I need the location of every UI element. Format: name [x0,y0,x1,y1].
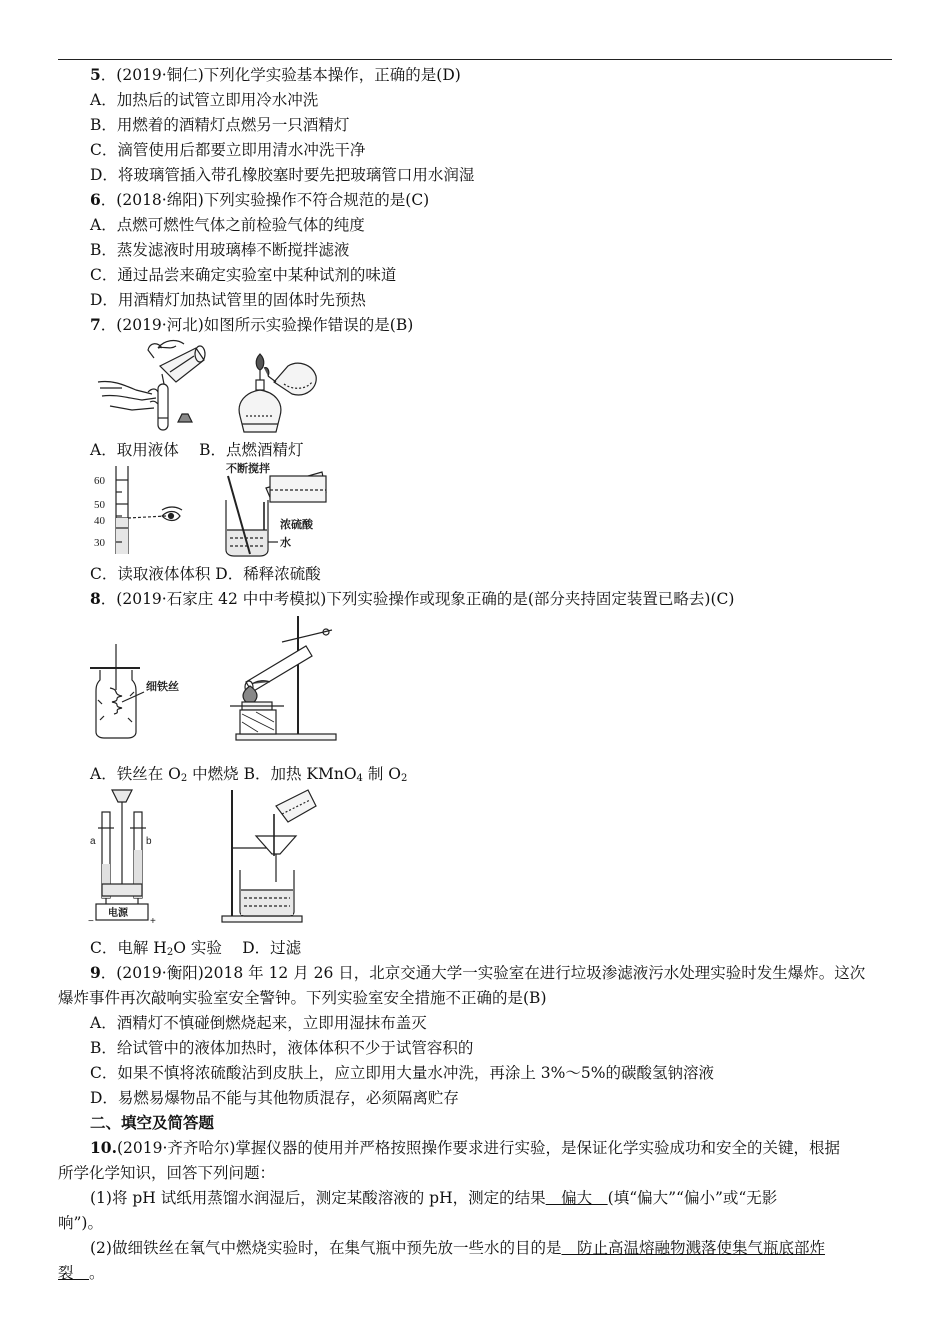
q9-stem-line1: 9．(2019·衡阳)2018 年 12 月 26 日，北京交通大学一实验室在进行垃圾渗滤液污水处理实验时发生爆炸。这次 [90,963,866,982]
q5-option-a: A．加热后的试管立即用冷水冲洗 [90,91,319,109]
tick-50: 50 [94,499,105,511]
q9-option-c: C．如果不慎将浓硫酸沾到皮肤上，应立即用大量水冲洗，再涂上 3%～5%的碳酸氢钠溶液 [90,1064,714,1082]
q10-stem-line1: 10.(2019·齐齐哈尔)掌握仪器的使用并严格按照操作要求进行实验，是保证化学实验成功和安全的关键，根据 [90,1138,840,1157]
q10-part2: (2)做细铁丝在氧气中燃烧实验时，在集气瓶中预先放一些水的目的是 防止高温熔融物溅落使集气瓶底部炸 [90,1239,825,1257]
fig-7d-dilute-acid [210,458,335,560]
q10-answer-2a: 防止高温熔融物溅落使集气瓶底部炸 [561,1239,825,1257]
q6-option-d: D．用酒精灯加热试管里的固体时先预热 [90,291,366,309]
q6-option-c: C．通过品尝来确定实验室中某种试剂的味道 [90,266,397,284]
q8-caption-ab: A．铁丝在 $O_2$ 中燃烧 B．加热 KMnO$_4$ 制 $O_2$ [90,765,408,784]
fig-8d-filtration [214,786,324,926]
q10-part1-line2: 响”)。 [58,1214,103,1232]
q10-part1: (1)将 pH 试纸用蒸馏水润湿后，测定某酸溶液的 pH，测定的结果 偏大 (填“偏大”“偏小”或“无影 [90,1189,778,1207]
q7-caption-cd: C．读取液体体积 D．稀释浓硫酸 [90,565,321,583]
q6-option-b: B．蒸发滤液时用玻璃棒不断搅拌滤液 [90,241,350,259]
label-b: b [146,836,152,847]
q6-stem: 6．(2018·绵阳)下列实验操作不符合规范的是(C) [90,190,430,209]
section-title: 二、填空及简答题 [90,1113,215,1132]
tick-60: 60 [94,475,105,487]
label-water: 水 [280,537,291,549]
q7-stem: 7．(2019·河北)如图所示实验操作错误的是(B) [90,315,414,334]
tick-30: 30 [94,537,105,549]
q5-option-b: B．用燃着的酒精灯点燃另一只酒精灯 [90,116,350,134]
q9-option-a: A．酒精灯不慎碰倒燃烧起来，立即用湿抹布盖灭 [90,1014,427,1032]
label-stir: 不断搅拌 [226,463,270,475]
label-wire: 细铁丝 [146,681,179,693]
q5-stem: 5．(2019·铜仁)下列化学实验基本操作，正确的是(D) [90,65,461,84]
q5-option-d: D．将玻璃管插入带孔橡胶塞时要先把玻璃管口用水润湿 [90,166,475,184]
fig-8b-heat-kmno4 [222,610,342,744]
label-minus: − [88,916,94,926]
q10-answer-2b: 裂 [58,1264,90,1282]
header-rule [58,59,892,60]
q5-option-c: C．滴管使用后都要立即用清水冲洗干净 [90,141,366,159]
fig-7b-light-lamp [228,346,328,436]
q10-answer-1: 偏大 [545,1189,608,1207]
q9-option-d: D．易燃易爆物品不能与其他物质混存，必须隔离贮存 [90,1089,459,1107]
fig-7a-pour-liquid [92,336,207,436]
tick-40: 40 [94,515,105,527]
q7-caption-ab: A．取用液体 B．点燃酒精灯 [90,441,304,459]
label-a: a [90,836,96,847]
label-acid: 浓硫酸 [280,519,313,531]
q8-caption-cd: C．电解 $H_2O$ 实验 D．过滤 [90,939,302,958]
q10-part2-line2: 裂 。 [58,1264,105,1282]
fig-8c-electrolysis [88,784,158,926]
q9-option-b: B．给试管中的液体加热时，液体体积不少于试管容积的 [90,1039,474,1057]
q10-stem-line2: 所学化学知识，回答下列问题： [58,1164,276,1182]
fig-8a-iron-combustion [88,640,198,740]
q6-option-a: A．点燃可燃性气体之前检验气体的纯度 [90,216,365,234]
label-plus: + [150,916,156,926]
q8-stem: 8．(2019·石家庄 42 中中考模拟)下列实验操作或现象正确的是(部分夹持固定装置已略去)(C) [90,589,735,608]
fig-7c-read-volume [88,462,188,556]
label-power: 电源 [108,908,128,919]
q9-stem-line2: 爆炸事件再次敲响实验室安全警钟。下列实验室安全措施不正确的是(B) [58,989,547,1007]
